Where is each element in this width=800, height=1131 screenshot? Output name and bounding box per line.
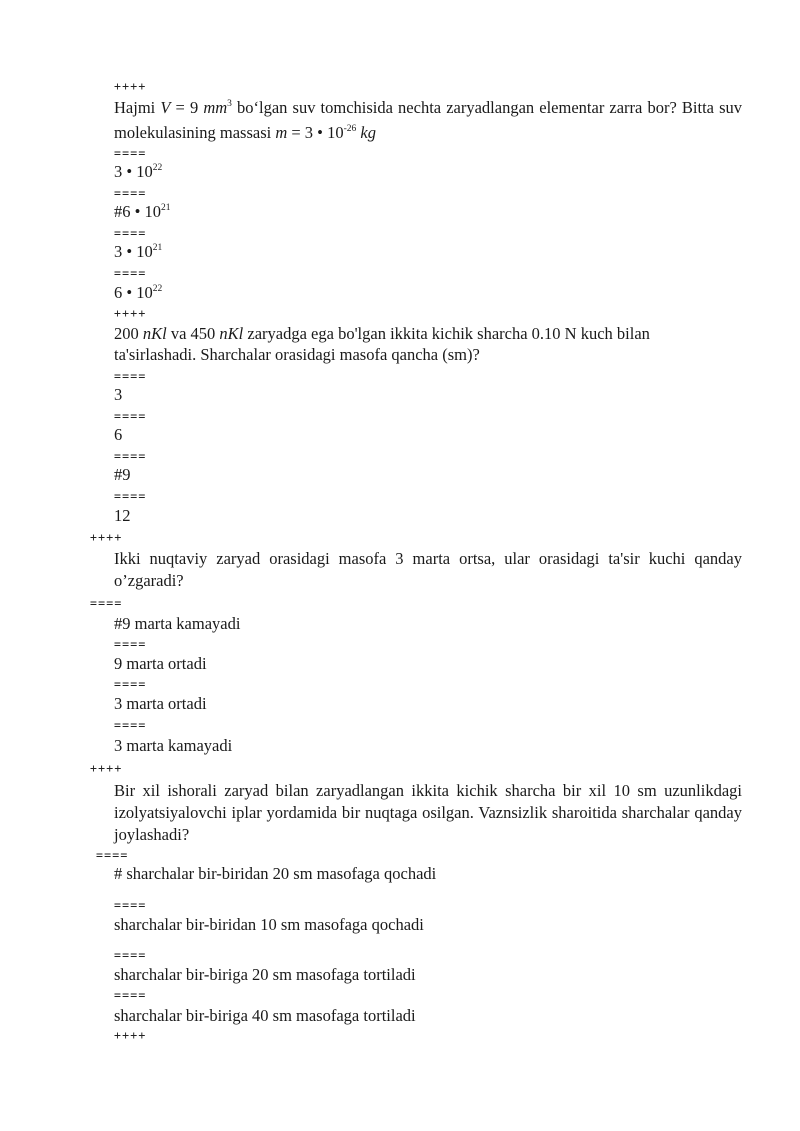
q4-option-2: sharchalar bir-biridan 10 sm masofaga qochadi (114, 915, 424, 934)
question-1-text (114, 97, 742, 147)
option-exponent: 21 (152, 243, 163, 253)
q3-option-1: #9 marta kamayadi (114, 614, 241, 633)
q3-option-2: 9 marta ortadi (114, 654, 207, 673)
q1-option-4 (114, 283, 162, 306)
option-base: 3 • 10 (114, 162, 153, 181)
question-separator: ++++ (90, 530, 123, 544)
question-separator: ++++ (90, 761, 123, 775)
option-separator: ==== (114, 489, 147, 503)
option-separator: ==== (114, 226, 147, 240)
q2-part: 200 (114, 324, 143, 343)
option-separator: ==== (114, 409, 147, 423)
q2-option-3: #9 (114, 465, 131, 484)
option-separator: ==== (114, 718, 147, 732)
q1-option-3 (114, 242, 162, 265)
option-separator: ==== (114, 146, 147, 160)
option-separator: ==== (114, 637, 147, 651)
option-base: #6 • 10 (114, 202, 162, 221)
option-separator: ==== (114, 449, 147, 463)
option-separator: ==== (114, 677, 147, 691)
q1-mass-value: = 3 • 10 (287, 123, 344, 142)
question-3-text: Ikki nuqtaviy zaryad orasidagi masofa 3 marta ortsa, ular orasidagi ta'sir kuchi qanday o’zgaradi? (114, 549, 742, 590)
question-separator: ++++ (114, 79, 147, 93)
q1-mass-exponent: -26 (343, 124, 357, 134)
option-separator: ==== (114, 266, 147, 280)
q1-middle: bo‘lgan suv tomchisida nechta zaryadlangan elementar zarra bor? Bitta suv molekulasining massasi (114, 98, 742, 142)
q1-option-2 (114, 202, 171, 225)
q3-option-3: 3 marta ortadi (114, 694, 207, 713)
q1-mass-symbol: m (275, 123, 288, 142)
option-separator: ==== (114, 948, 147, 962)
q2-part: va 450 (166, 324, 220, 343)
q1-mass-unit: kg (360, 123, 376, 142)
q2-unit: nKl (142, 324, 167, 343)
q2-option-1: 3 (114, 385, 123, 404)
q4-option-3: sharchalar bir-biriga 20 sm masofaga tortiladi (114, 965, 416, 984)
option-exponent: 22 (152, 163, 163, 173)
question-2-line-1 (114, 324, 650, 344)
question-2-line-2: ta'sirlashadi. Sharchalar orasidagi masofa qancha (sm)? (114, 345, 480, 364)
option-separator: ==== (96, 848, 129, 862)
q3-option-4: 3 marta kamayadi (114, 736, 233, 755)
option-separator: ==== (114, 186, 147, 200)
option-exponent: 22 (152, 284, 163, 294)
q1-volume-symbol: V (160, 98, 171, 117)
question-separator: ++++ (114, 1028, 147, 1042)
q2-option-4: 12 (114, 506, 131, 525)
q4-option-4: sharchalar bir-biriga 40 sm masofaga tortiladi (114, 1006, 416, 1025)
option-separator: ==== (114, 898, 147, 912)
option-separator: ==== (90, 596, 123, 610)
q2-unit: nKl (219, 324, 244, 343)
option-separator: ==== (114, 369, 147, 383)
q4-option-1: # sharchalar bir-biridan 20 sm masofaga qochadi (114, 864, 437, 883)
q1-volume-value: = 9 (170, 98, 204, 117)
option-base: 3 • 10 (114, 242, 153, 261)
q1-option-1 (114, 162, 162, 185)
option-exponent: 21 (161, 203, 171, 213)
option-separator: ==== (114, 988, 147, 1002)
q1-volume-unit: mm (203, 98, 228, 117)
q2-option-2: 6 (114, 425, 123, 444)
question-4-text: Bir xil ishorali zaryad bilan zaryadlangan ikkita kichik sharcha bir xil 10 sm uzunlikdagi izolyatsiyalovchi iplar yordamida bir nuqtaga osilgan. Vaznsizlik sharoitida sharchalar qanday joylashadi? (114, 781, 742, 844)
question-separator: ++++ (114, 306, 147, 320)
q2-part: zaryadga ega bo'lgan ikkita kichik sharcha 0.10 N kuch bilan (243, 324, 650, 343)
option-base: 6 • 10 (114, 283, 153, 302)
q1-volume-exponent: 3 (227, 99, 232, 109)
q1-prefix: Hajmi (114, 98, 161, 117)
